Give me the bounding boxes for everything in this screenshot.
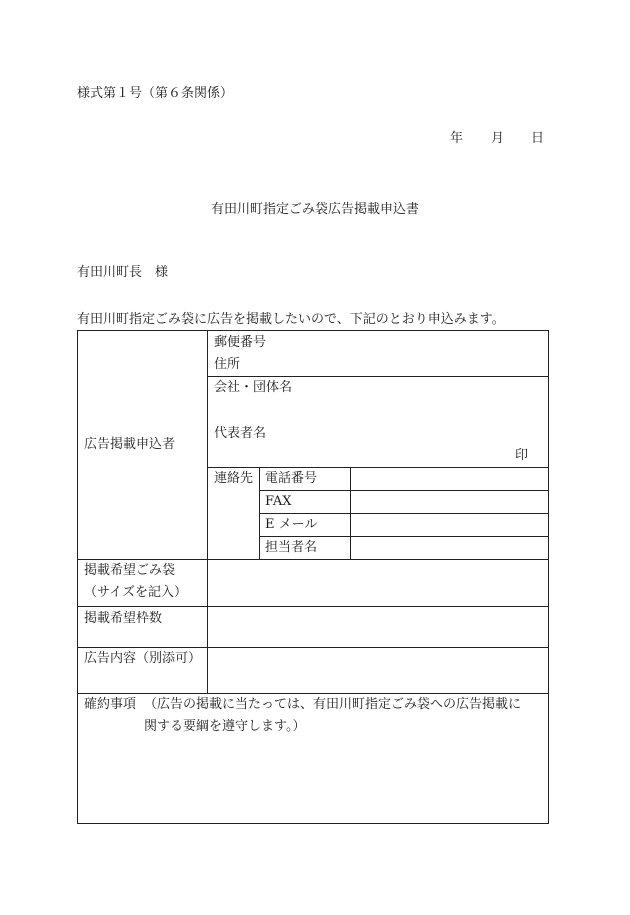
- phone-label: 電話番号: [265, 471, 318, 486]
- divider: [259, 490, 548, 491]
- representative-label: 代表者名: [214, 426, 267, 441]
- divider: [207, 376, 548, 377]
- seal-mark: 印: [515, 448, 529, 463]
- divider: [78, 647, 548, 648]
- date-day-label: 日: [531, 131, 545, 146]
- contact-person-label: 担当者名: [265, 540, 318, 555]
- bag-size-note: （サイズを記入）: [84, 585, 187, 600]
- address-label: 住所: [214, 357, 241, 372]
- applicant-section-label: 広告掲載申込者: [84, 437, 176, 452]
- bag-size-label: 掲載希望ごみ袋: [84, 563, 176, 578]
- form-number-label: 様式第１号（第６条関係）: [77, 86, 234, 101]
- postal-code-label: 郵便番号: [214, 335, 267, 350]
- divider: [207, 559, 208, 693]
- divider: [207, 467, 548, 468]
- confirmation-text-line1: （広告の掲載に当たっては、有田川町指定ごみ袋への広告掲載に: [144, 697, 522, 712]
- date-year-label: 年: [450, 131, 464, 146]
- fax-label: FAX: [265, 494, 292, 509]
- divider: [207, 331, 208, 559]
- contact-label: 連絡先: [214, 471, 254, 486]
- divider: [78, 693, 548, 694]
- email-label: E メール: [265, 517, 318, 532]
- confirmation-text-line2: 関する要綱を遵守します。）: [144, 719, 306, 734]
- divider: [78, 559, 548, 560]
- application-form-table: [77, 330, 549, 824]
- page-title: 有田川町指定ごみ袋広告掲載申込書: [210, 202, 419, 217]
- divider: [259, 536, 548, 537]
- addressee: 有田川町長 様: [77, 265, 169, 280]
- divider: [78, 606, 548, 607]
- ad-content-label: 広告内容（別添可）: [84, 651, 202, 666]
- date-month-label: 月: [491, 131, 505, 146]
- frame-count-label: 掲載希望枠数: [84, 611, 163, 626]
- divider: [259, 513, 548, 514]
- confirmation-label: 確約事項: [84, 697, 137, 712]
- intro-text: 有田川町指定ごみ袋に広告を掲載したいので、下記のとおり申込みます。: [77, 312, 505, 327]
- company-name-label: 会社・団体名: [214, 380, 293, 395]
